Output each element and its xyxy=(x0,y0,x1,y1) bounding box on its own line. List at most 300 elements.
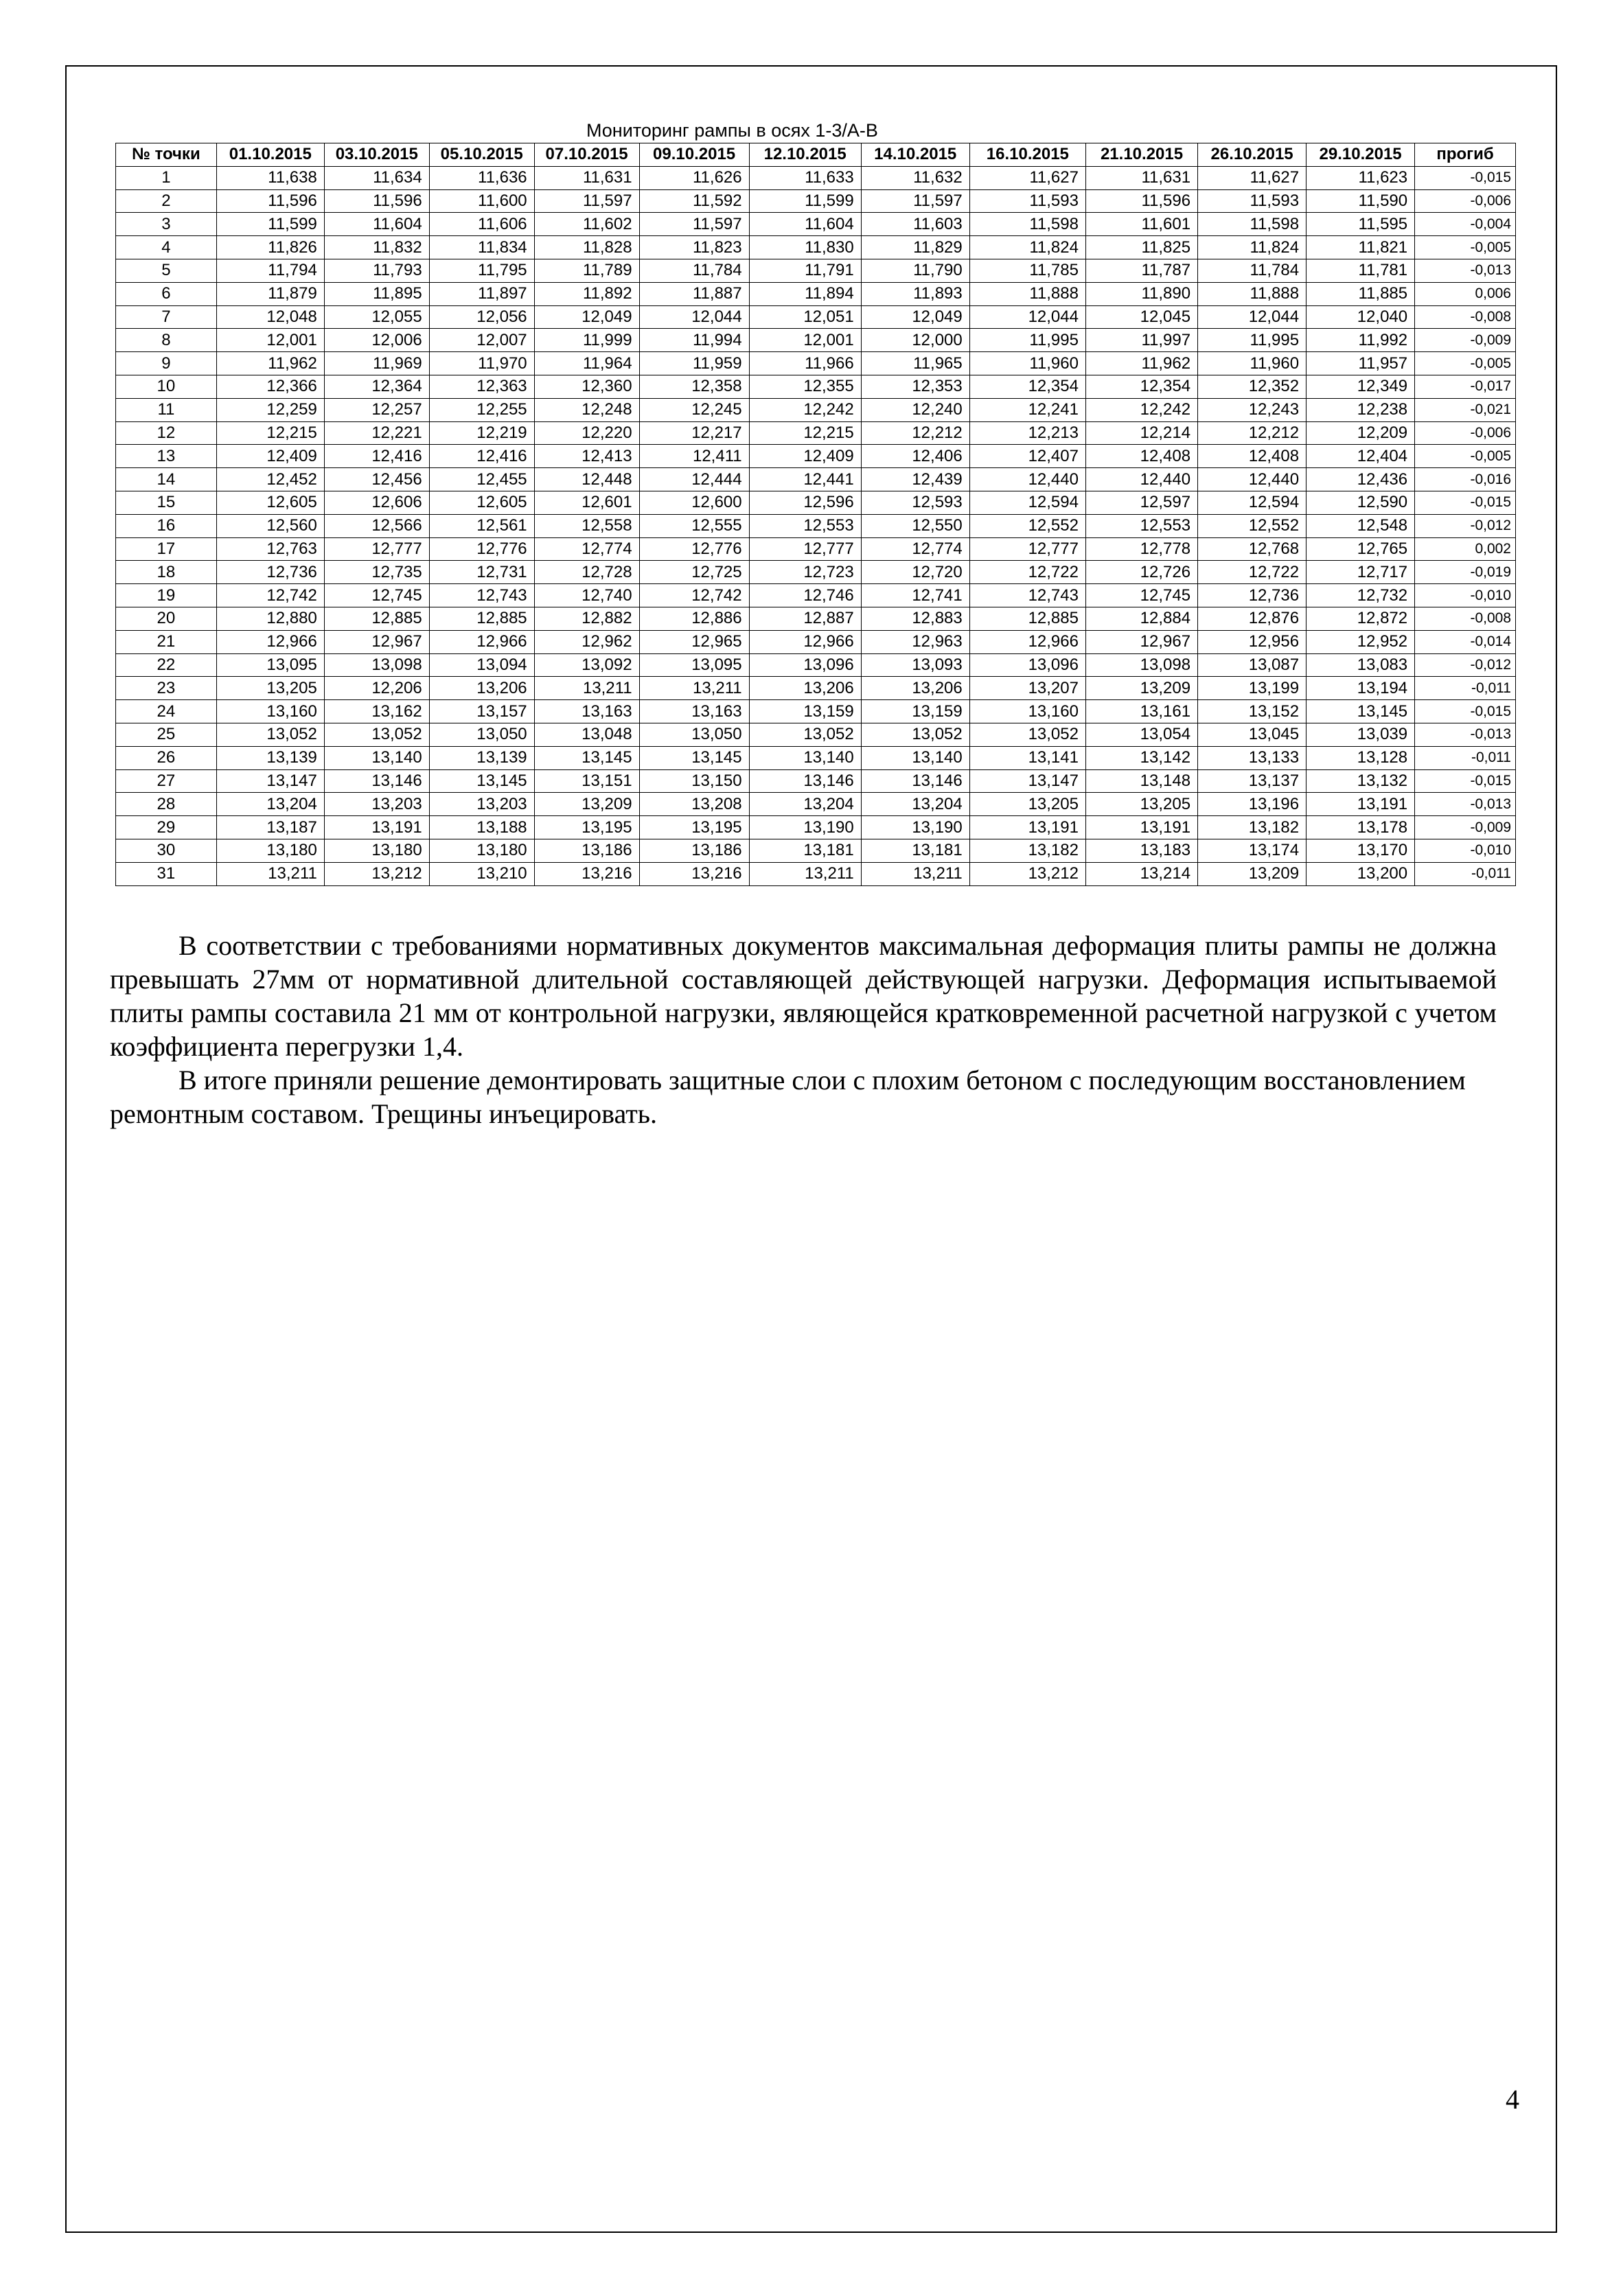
measurement-cell: 11,997 xyxy=(1085,329,1197,352)
measurement-cell: 13,209 xyxy=(1198,862,1307,885)
measurement-cell: 12,965 xyxy=(639,630,749,653)
measurement-cell: 13,181 xyxy=(749,839,861,862)
measurement-cell: 13,205 xyxy=(969,793,1085,816)
measurement-cell: 12,601 xyxy=(534,491,639,514)
measurement-cell: 13,159 xyxy=(861,700,969,723)
measurement-cell: 13,146 xyxy=(324,769,429,793)
measurement-cell: 11,964 xyxy=(534,352,639,375)
measurement-cell: 11,600 xyxy=(429,189,534,213)
paragraph: В соответствии с требованиями нормативных документов максимальная деформация плиты рампы не должна превышать 27мм от нормативной длительной составляющей действующей нагрузки. Деформация испытываемой плиты рампы составила 21 мм от контрольной нагрузки, являющейся кратковременной расчетной нагрузкой с учетом коэффициента перегрузки 1,4. xyxy=(110,930,1497,1062)
measurement-cell: 13,180 xyxy=(216,839,324,862)
measurement-cell: 11,969 xyxy=(324,352,429,375)
measurement-cell: 12,732 xyxy=(1307,584,1415,607)
measurement-cell: 11,596 xyxy=(324,189,429,213)
measurement-cell: 12,245 xyxy=(639,398,749,421)
measurement-cell: 12,455 xyxy=(429,468,534,491)
measurement-cell: 11,824 xyxy=(969,236,1085,259)
measurement-cell: 12,353 xyxy=(861,375,969,398)
measurement-cell: 12,550 xyxy=(861,514,969,537)
measurement-cell: 13,191 xyxy=(324,816,429,839)
deflection-cell: -0,015 xyxy=(1415,166,1516,189)
measurement-cell: 11,787 xyxy=(1085,259,1197,282)
point-number-cell: 26 xyxy=(116,746,217,769)
point-number-cell: 1 xyxy=(116,166,217,189)
point-number-cell: 22 xyxy=(116,653,217,677)
measurement-cell: 12,364 xyxy=(324,375,429,398)
measurement-cell: 13,187 xyxy=(216,816,324,839)
measurement-cell: 13,145 xyxy=(534,746,639,769)
measurement-cell: 11,966 xyxy=(749,352,861,375)
point-number-cell: 25 xyxy=(116,723,217,746)
measurement-cell: 12,725 xyxy=(639,561,749,584)
measurement-cell: 11,781 xyxy=(1307,259,1415,282)
measurement-cell: 13,142 xyxy=(1085,746,1197,769)
column-header-date: 29.10.2015 xyxy=(1307,143,1415,167)
measurement-cell: 11,793 xyxy=(324,259,429,282)
measurement-cell: 12,355 xyxy=(749,375,861,398)
measurement-cell: 13,139 xyxy=(216,746,324,769)
deflection-cell: -0,015 xyxy=(1415,491,1516,514)
measurement-cell: 12,000 xyxy=(861,329,969,352)
column-header-date: 05.10.2015 xyxy=(429,143,534,167)
measurement-cell: 11,627 xyxy=(969,166,1085,189)
measurement-cell: 12,876 xyxy=(1198,607,1307,630)
measurement-cell: 12,884 xyxy=(1085,607,1197,630)
measurement-cell: 12,872 xyxy=(1307,607,1415,630)
measurement-cell: 13,140 xyxy=(324,746,429,769)
deflection-cell: -0,005 xyxy=(1415,236,1516,259)
measurement-cell: 13,188 xyxy=(429,816,534,839)
measurement-cell: 12,416 xyxy=(324,445,429,468)
point-number-cell: 11 xyxy=(116,398,217,421)
point-number-cell: 9 xyxy=(116,352,217,375)
measurement-cell: 12,777 xyxy=(969,537,1085,561)
point-number-cell: 28 xyxy=(116,793,217,816)
measurement-cell: 11,970 xyxy=(429,352,534,375)
measurement-cell: 11,626 xyxy=(639,166,749,189)
measurement-cell: 12,731 xyxy=(429,561,534,584)
measurement-cell: 12,440 xyxy=(1085,468,1197,491)
measurement-cell: 13,210 xyxy=(429,862,534,885)
table-row xyxy=(116,677,1516,700)
measurement-cell: 13,191 xyxy=(1085,816,1197,839)
table-row xyxy=(116,607,1516,630)
measurement-cell: 11,599 xyxy=(749,189,861,213)
measurement-cell: 12,360 xyxy=(534,375,639,398)
measurement-cell: 11,593 xyxy=(969,189,1085,213)
measurement-cell: 13,190 xyxy=(749,816,861,839)
measurement-cell: 12,248 xyxy=(534,398,639,421)
measurement-cell: 12,774 xyxy=(534,537,639,561)
table-row xyxy=(116,305,1516,329)
measurement-cell: 11,830 xyxy=(749,236,861,259)
table-row xyxy=(116,236,1516,259)
measurement-cell: 13,052 xyxy=(324,723,429,746)
measurement-cell: 13,140 xyxy=(749,746,861,769)
measurement-cell: 11,894 xyxy=(749,282,861,305)
measurement-cell: 12,717 xyxy=(1307,561,1415,584)
measurement-cell: 12,966 xyxy=(429,630,534,653)
measurement-cell: 12,209 xyxy=(1307,421,1415,445)
deflection-cell: -0,012 xyxy=(1415,653,1516,677)
table-header-row xyxy=(116,143,1516,167)
measurement-cell: 13,211 xyxy=(861,862,969,885)
measurement-cell: 13,199 xyxy=(1198,677,1307,700)
measurement-cell: 13,182 xyxy=(1198,816,1307,839)
measurement-cell: 11,794 xyxy=(216,259,324,282)
measurement-cell: 12,962 xyxy=(534,630,639,653)
measurement-cell: 12,219 xyxy=(429,421,534,445)
measurement-cell: 11,604 xyxy=(324,213,429,236)
measurement-cell: 12,255 xyxy=(429,398,534,421)
measurement-cell: 11,992 xyxy=(1307,329,1415,352)
point-number-cell: 10 xyxy=(116,375,217,398)
measurement-cell: 12,238 xyxy=(1307,398,1415,421)
measurement-cell: 11,601 xyxy=(1085,213,1197,236)
table-row xyxy=(116,769,1516,793)
measurement-cell: 12,555 xyxy=(639,514,749,537)
measurement-cell: 11,631 xyxy=(534,166,639,189)
measurement-cell: 13,181 xyxy=(861,839,969,862)
deflection-cell: -0,013 xyxy=(1415,793,1516,816)
column-header-date: 12.10.2015 xyxy=(749,143,861,167)
measurement-cell: 13,211 xyxy=(639,677,749,700)
measurement-cell: 12,722 xyxy=(969,561,1085,584)
deflection-cell: -0,013 xyxy=(1415,259,1516,282)
point-number-cell: 24 xyxy=(116,700,217,723)
column-header-date: 14.10.2015 xyxy=(861,143,969,167)
deflection-cell: -0,004 xyxy=(1415,213,1516,236)
column-header-point: № точки xyxy=(116,143,217,167)
measurement-cell: 13,206 xyxy=(429,677,534,700)
measurement-cell: 12,882 xyxy=(534,607,639,630)
column-header-deflection: прогиб xyxy=(1415,143,1516,167)
measurement-cell: 13,052 xyxy=(216,723,324,746)
measurement-cell: 11,888 xyxy=(969,282,1085,305)
measurement-cell: 13,039 xyxy=(1307,723,1415,746)
measurement-cell: 12,885 xyxy=(969,607,1085,630)
measurement-cell: 12,213 xyxy=(969,421,1085,445)
measurement-cell: 12,044 xyxy=(969,305,1085,329)
measurement-cell: 13,205 xyxy=(216,677,324,700)
measurement-cell: 11,595 xyxy=(1307,213,1415,236)
measurement-cell: 13,204 xyxy=(861,793,969,816)
measurement-cell: 13,204 xyxy=(216,793,324,816)
measurement-cell: 11,826 xyxy=(216,236,324,259)
table-row xyxy=(116,862,1516,885)
deflection-cell: -0,011 xyxy=(1415,862,1516,885)
measurement-cell: 12,044 xyxy=(1198,305,1307,329)
measurement-cell: 12,776 xyxy=(429,537,534,561)
measurement-cell: 13,140 xyxy=(861,746,969,769)
measurement-cell: 13,098 xyxy=(324,653,429,677)
measurement-cell: 13,206 xyxy=(861,677,969,700)
measurement-cell: 12,742 xyxy=(639,584,749,607)
measurement-cell: 12,221 xyxy=(324,421,429,445)
measurement-cell: 12,045 xyxy=(1085,305,1197,329)
measurement-cell: 12,768 xyxy=(1198,537,1307,561)
measurement-cell: 11,962 xyxy=(1085,352,1197,375)
measurement-cell: 13,095 xyxy=(639,653,749,677)
measurement-cell: 13,174 xyxy=(1198,839,1307,862)
measurement-cell: 12,777 xyxy=(749,537,861,561)
monitoring-table-section xyxy=(115,118,1516,886)
measurement-cell: 12,720 xyxy=(861,561,969,584)
measurement-cell: 13,160 xyxy=(969,700,1085,723)
measurement-cell: 13,211 xyxy=(534,677,639,700)
measurement-cell: 12,241 xyxy=(969,398,1085,421)
measurement-cell: 13,087 xyxy=(1198,653,1307,677)
measurement-cell: 12,566 xyxy=(324,514,429,537)
table-row xyxy=(116,793,1516,816)
measurement-cell: 12,723 xyxy=(749,561,861,584)
measurement-cell: 11,633 xyxy=(749,166,861,189)
measurement-cell: 11,892 xyxy=(534,282,639,305)
measurement-cell: 11,890 xyxy=(1085,282,1197,305)
table-row xyxy=(116,816,1516,839)
measurement-cell: 12,242 xyxy=(749,398,861,421)
measurement-cell: 13,093 xyxy=(861,653,969,677)
measurement-cell: 12,740 xyxy=(534,584,639,607)
measurement-cell: 12,736 xyxy=(216,561,324,584)
measurement-cell: 12,743 xyxy=(429,584,534,607)
point-number-cell: 7 xyxy=(116,305,217,329)
measurement-cell: 12,600 xyxy=(639,491,749,514)
point-number-cell: 3 xyxy=(116,213,217,236)
measurement-cell: 13,096 xyxy=(969,653,1085,677)
measurement-cell: 13,146 xyxy=(749,769,861,793)
deflection-cell: -0,010 xyxy=(1415,584,1516,607)
measurement-cell: 12,745 xyxy=(1085,584,1197,607)
measurement-cell: 11,960 xyxy=(969,352,1085,375)
measurement-cell: 12,242 xyxy=(1085,398,1197,421)
measurement-cell: 12,007 xyxy=(429,329,534,352)
measurement-cell: 11,823 xyxy=(639,236,749,259)
measurement-cell: 12,366 xyxy=(216,375,324,398)
measurement-cell: 12,594 xyxy=(1198,491,1307,514)
measurement-cell: 11,895 xyxy=(324,282,429,305)
point-number-cell: 15 xyxy=(116,491,217,514)
measurement-cell: 11,824 xyxy=(1198,236,1307,259)
table-row xyxy=(116,189,1516,213)
table-row xyxy=(116,375,1516,398)
measurement-cell: 12,885 xyxy=(429,607,534,630)
measurement-cell: 12,259 xyxy=(216,398,324,421)
point-number-cell: 12 xyxy=(116,421,217,445)
measurement-cell: 11,829 xyxy=(861,236,969,259)
measurement-cell: 12,408 xyxy=(1085,445,1197,468)
column-header-date: 07.10.2015 xyxy=(534,143,639,167)
measurement-cell: 11,959 xyxy=(639,352,749,375)
point-number-cell: 4 xyxy=(116,236,217,259)
measurement-cell: 12,887 xyxy=(749,607,861,630)
measurement-cell: 11,888 xyxy=(1198,282,1307,305)
point-number-cell: 16 xyxy=(116,514,217,537)
measurement-cell: 12,439 xyxy=(861,468,969,491)
point-number-cell: 18 xyxy=(116,561,217,584)
deflection-cell: -0,009 xyxy=(1415,329,1516,352)
measurement-cell: 13,195 xyxy=(534,816,639,839)
measurement-cell: 12,593 xyxy=(861,491,969,514)
measurement-cell: 13,208 xyxy=(639,793,749,816)
deflection-cell: -0,009 xyxy=(1415,816,1516,839)
measurement-cell: 13,048 xyxy=(534,723,639,746)
measurement-cell: 11,604 xyxy=(749,213,861,236)
measurement-cell: 12,354 xyxy=(969,375,1085,398)
measurement-cell: 12,404 xyxy=(1307,445,1415,468)
deflection-cell: -0,008 xyxy=(1415,607,1516,630)
deflection-cell: -0,015 xyxy=(1415,769,1516,793)
measurement-cell: 13,216 xyxy=(639,862,749,885)
deflection-cell: -0,021 xyxy=(1415,398,1516,421)
measurement-cell: 11,638 xyxy=(216,166,324,189)
measurement-cell: 12,553 xyxy=(749,514,861,537)
measurement-cell: 13,206 xyxy=(749,677,861,700)
measurement-cell: 11,994 xyxy=(639,329,749,352)
measurement-cell: 11,834 xyxy=(429,236,534,259)
measurement-cell: 13,212 xyxy=(324,862,429,885)
table-row xyxy=(116,329,1516,352)
measurement-cell: 12,452 xyxy=(216,468,324,491)
measurement-cell: 12,040 xyxy=(1307,305,1415,329)
column-header-date: 16.10.2015 xyxy=(969,143,1085,167)
measurement-cell: 12,006 xyxy=(324,329,429,352)
measurement-cell: 12,440 xyxy=(969,468,1085,491)
measurement-cell: 13,145 xyxy=(429,769,534,793)
measurement-cell: 13,216 xyxy=(534,862,639,885)
measurement-cell: 13,145 xyxy=(1307,700,1415,723)
measurement-cell: 13,045 xyxy=(1198,723,1307,746)
measurement-cell: 11,592 xyxy=(639,189,749,213)
measurement-cell: 12,735 xyxy=(324,561,429,584)
measurement-cell: 11,627 xyxy=(1198,166,1307,189)
table-row xyxy=(116,537,1516,561)
measurement-cell: 11,832 xyxy=(324,236,429,259)
measurement-cell: 11,603 xyxy=(861,213,969,236)
measurement-cell: 13,094 xyxy=(429,653,534,677)
measurement-cell: 13,050 xyxy=(429,723,534,746)
measurement-cell: 13,194 xyxy=(1307,677,1415,700)
deflection-cell: -0,019 xyxy=(1415,561,1516,584)
table-row xyxy=(116,352,1516,375)
deflection-cell: -0,013 xyxy=(1415,723,1516,746)
measurement-cell: 11,597 xyxy=(639,213,749,236)
measurement-cell: 13,170 xyxy=(1307,839,1415,862)
measurement-cell: 12,436 xyxy=(1307,468,1415,491)
measurement-cell: 12,206 xyxy=(324,677,429,700)
measurement-cell: 13,180 xyxy=(324,839,429,862)
measurement-cell: 11,790 xyxy=(861,259,969,282)
measurement-cell: 13,203 xyxy=(324,793,429,816)
measurement-cell: 12,056 xyxy=(429,305,534,329)
measurement-cell: 12,736 xyxy=(1198,584,1307,607)
measurement-cell: 12,722 xyxy=(1198,561,1307,584)
measurement-cell: 12,214 xyxy=(1085,421,1197,445)
measurement-cell: 12,001 xyxy=(216,329,324,352)
measurement-cell: 13,186 xyxy=(534,839,639,862)
point-number-cell: 13 xyxy=(116,445,217,468)
measurement-cell: 12,215 xyxy=(216,421,324,445)
column-header-date: 03.10.2015 xyxy=(324,143,429,167)
point-number-cell: 6 xyxy=(116,282,217,305)
deflection-cell: -0,011 xyxy=(1415,677,1516,700)
measurement-cell: 12,243 xyxy=(1198,398,1307,421)
measurement-cell: 11,791 xyxy=(749,259,861,282)
measurement-cell: 12,966 xyxy=(969,630,1085,653)
measurement-cell: 12,967 xyxy=(324,630,429,653)
table-row xyxy=(116,445,1516,468)
measurement-cell: 12,456 xyxy=(324,468,429,491)
table-row xyxy=(116,584,1516,607)
table-row xyxy=(116,259,1516,282)
measurement-cell: 12,966 xyxy=(749,630,861,653)
page-number: 4 xyxy=(1506,2084,1519,2115)
measurement-cell: 11,821 xyxy=(1307,236,1415,259)
table-body xyxy=(116,166,1516,885)
measurement-cell: 12,590 xyxy=(1307,491,1415,514)
measurement-cell: 13,207 xyxy=(969,677,1085,700)
point-number-cell: 17 xyxy=(116,537,217,561)
measurement-cell: 11,634 xyxy=(324,166,429,189)
point-number-cell: 19 xyxy=(116,584,217,607)
measurement-cell: 13,196 xyxy=(1198,793,1307,816)
measurement-cell: 11,598 xyxy=(1198,213,1307,236)
measurement-cell: 13,212 xyxy=(969,862,1085,885)
table-row xyxy=(116,213,1516,236)
measurement-cell: 11,597 xyxy=(861,189,969,213)
measurement-cell: 11,593 xyxy=(1198,189,1307,213)
measurement-cell: 12,597 xyxy=(1085,491,1197,514)
measurement-cell: 13,146 xyxy=(861,769,969,793)
measurement-cell: 13,150 xyxy=(639,769,749,793)
measurement-cell: 12,742 xyxy=(216,584,324,607)
measurement-cell: 13,203 xyxy=(429,793,534,816)
measurement-cell: 12,049 xyxy=(534,305,639,329)
measurement-cell: 12,363 xyxy=(429,375,534,398)
point-number-cell: 30 xyxy=(116,839,217,862)
measurement-cell: 13,195 xyxy=(639,816,749,839)
measurement-cell: 13,157 xyxy=(429,700,534,723)
measurement-cell: 12,055 xyxy=(324,305,429,329)
deflection-cell: -0,010 xyxy=(1415,839,1516,862)
deflection-cell: -0,014 xyxy=(1415,630,1516,653)
measurement-cell: 12,605 xyxy=(429,491,534,514)
measurement-cell: 13,152 xyxy=(1198,700,1307,723)
table-row xyxy=(116,398,1516,421)
measurement-cell: 12,880 xyxy=(216,607,324,630)
measurement-cell: 12,215 xyxy=(749,421,861,445)
measurement-cell: 11,825 xyxy=(1085,236,1197,259)
measurement-cell: 13,145 xyxy=(639,746,749,769)
measurement-cell: 12,967 xyxy=(1085,630,1197,653)
measurement-cell: 13,211 xyxy=(749,862,861,885)
measurement-cell: 12,885 xyxy=(324,607,429,630)
measurement-cell: 12,049 xyxy=(861,305,969,329)
measurement-cell: 12,441 xyxy=(749,468,861,491)
deflection-cell: -0,005 xyxy=(1415,352,1516,375)
measurement-cell: 12,354 xyxy=(1085,375,1197,398)
deflection-cell: -0,006 xyxy=(1415,421,1516,445)
measurement-cell: 12,413 xyxy=(534,445,639,468)
measurement-cell: 12,956 xyxy=(1198,630,1307,653)
deflection-cell: -0,012 xyxy=(1415,514,1516,537)
measurement-cell: 12,407 xyxy=(969,445,1085,468)
measurement-cell: 12,257 xyxy=(324,398,429,421)
measurement-cell: 13,182 xyxy=(969,839,1085,862)
measurement-cell: 12,048 xyxy=(216,305,324,329)
measurement-cell: 13,050 xyxy=(639,723,749,746)
point-number-cell: 2 xyxy=(116,189,217,213)
